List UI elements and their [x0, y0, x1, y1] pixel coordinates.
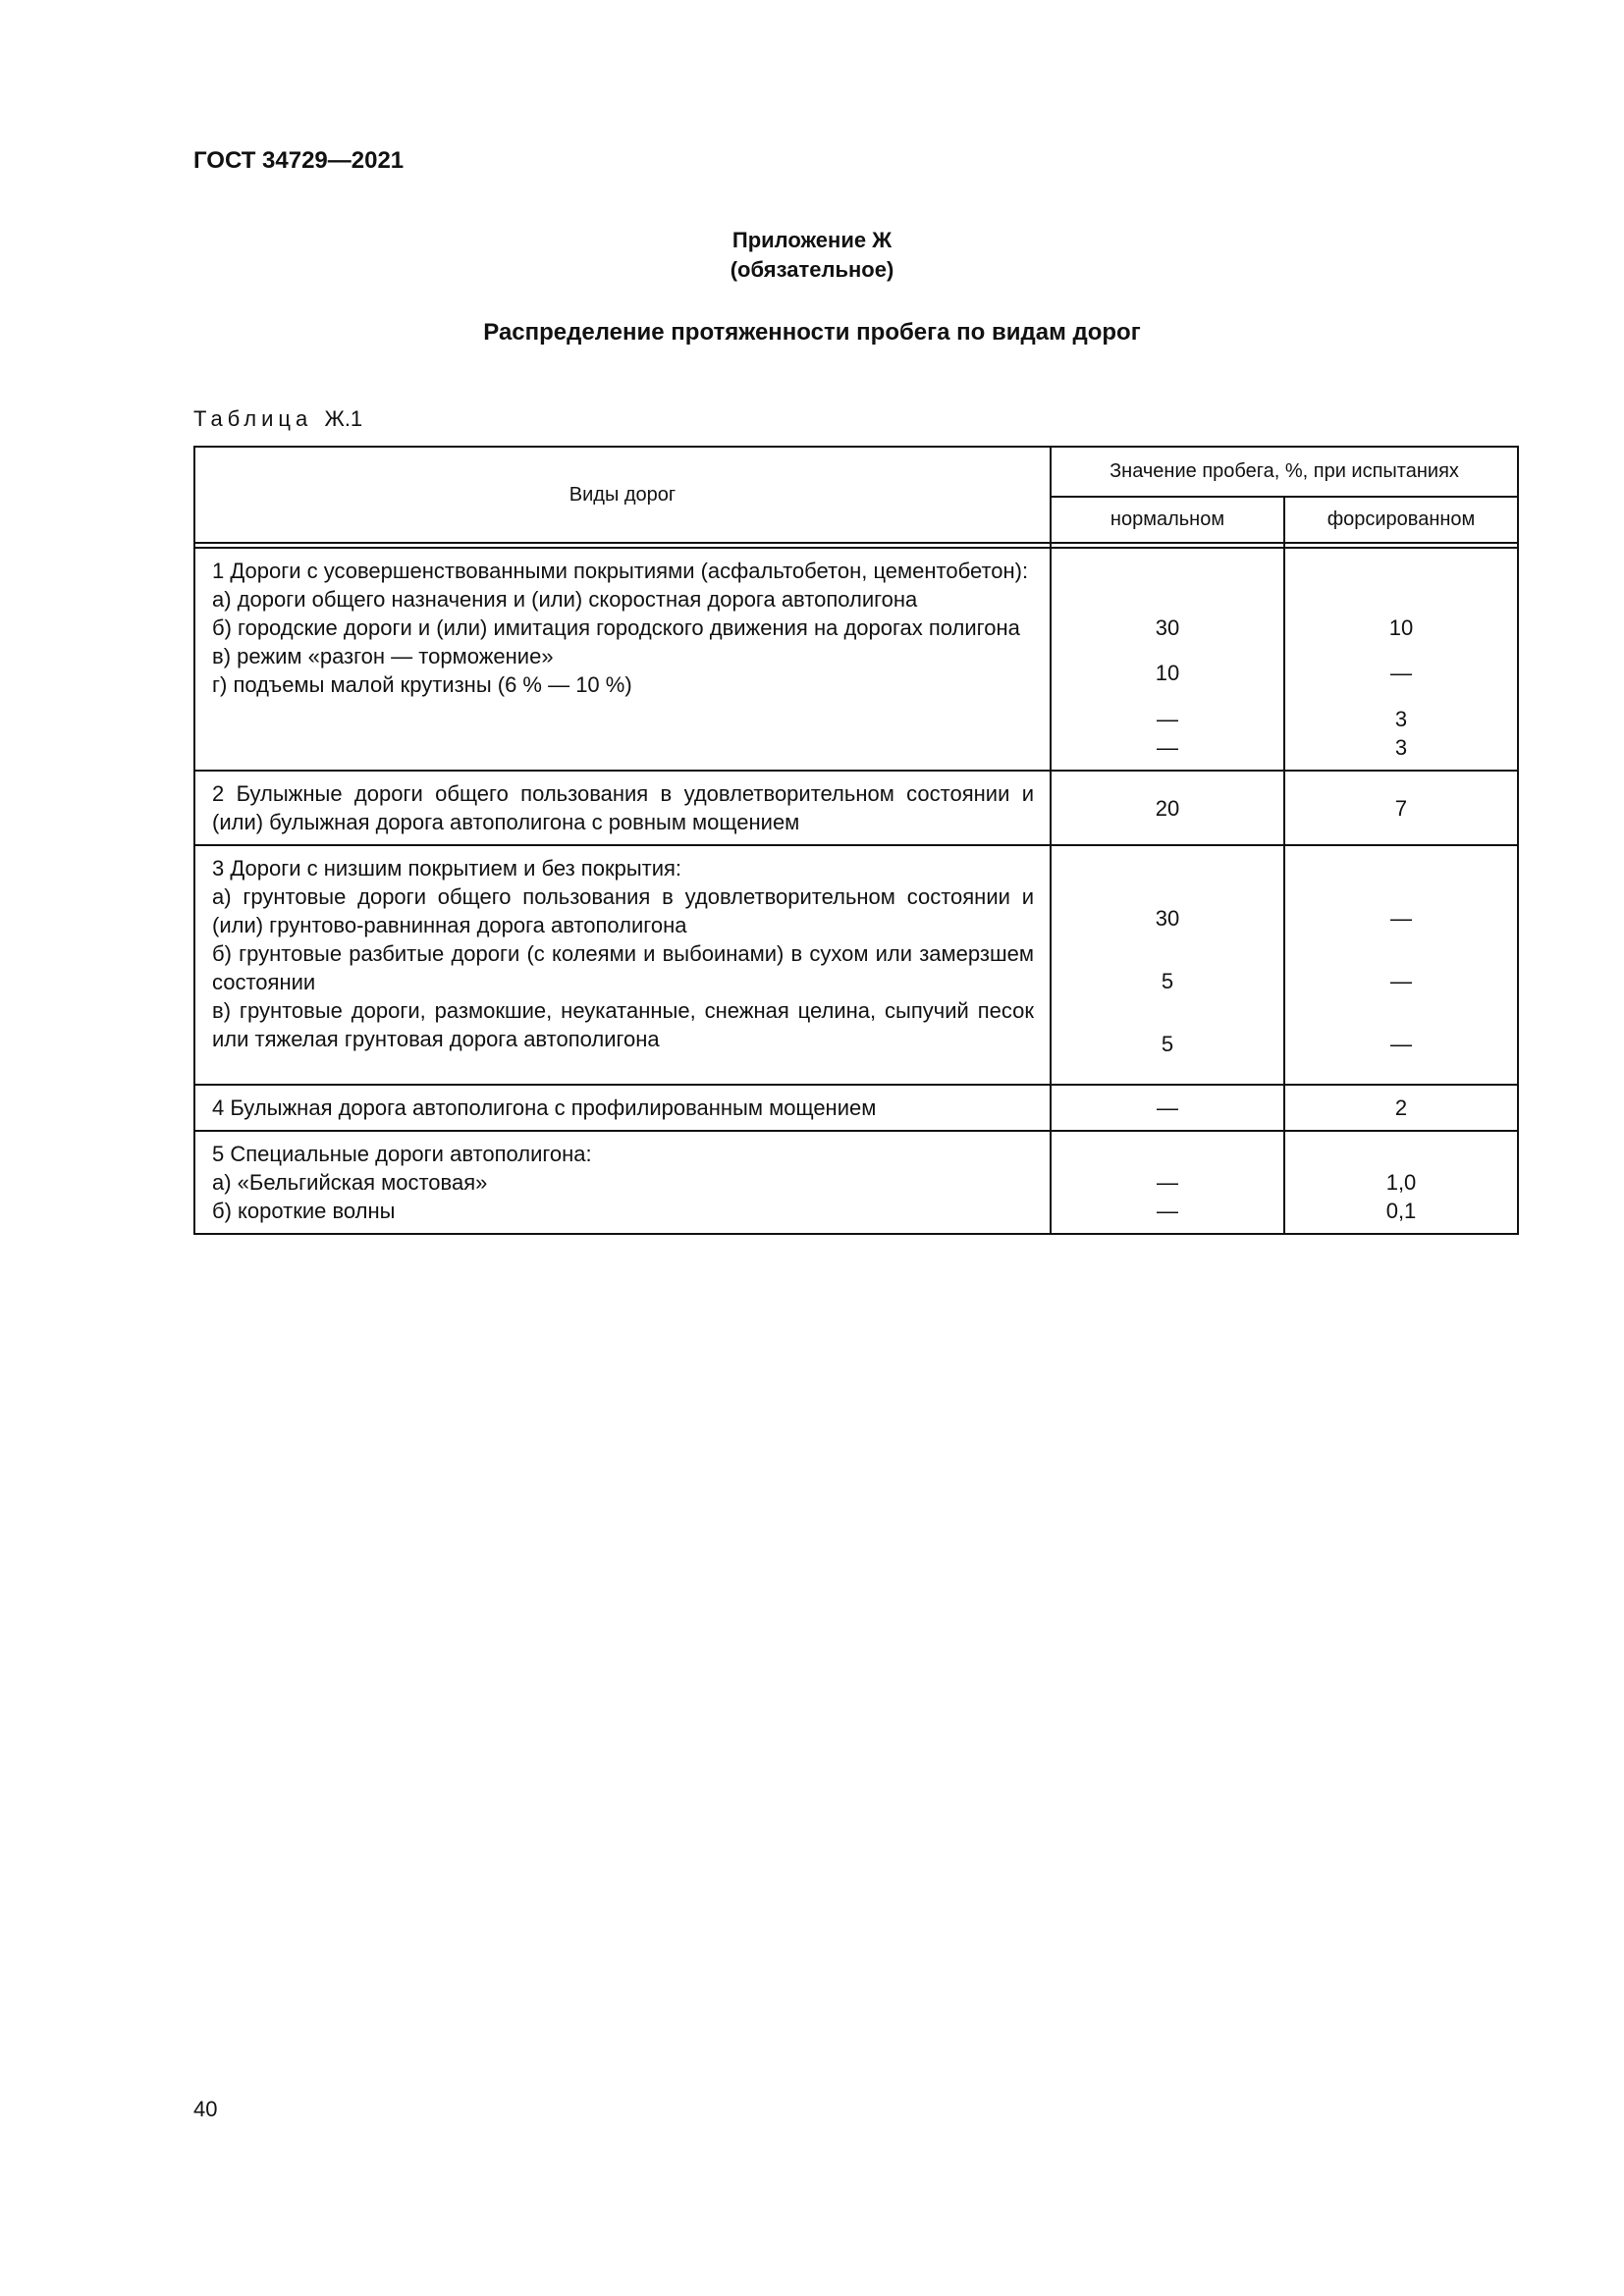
appendix-header	[0, 226, 1624, 285]
row-label: б) грунтовые разбитые дороги (с колеями и выбоинами) в сухом или замерзшем состоянии	[212, 941, 1034, 994]
table-group-3	[194, 845, 1518, 1085]
header-values-group: Значение пробега, %, при испытаниях	[1051, 447, 1518, 497]
value-cell: —	[1157, 735, 1178, 760]
table-group-4	[194, 1085, 1518, 1131]
value-cell: —	[1390, 906, 1412, 931]
table-group-2	[194, 771, 1518, 845]
normal-values	[1051, 1131, 1284, 1234]
table-group-1	[194, 548, 1518, 771]
value-cell: —	[1390, 661, 1412, 685]
section-heading: Распределение протяженности пробега по видам дорог	[483, 319, 1141, 346]
value-cell: 30	[1155, 906, 1180, 931]
row-label: б) короткие волны	[212, 1199, 396, 1223]
forced-values	[1284, 845, 1518, 1085]
document-code: ГОСТ 34729—2021	[193, 147, 405, 174]
row-label: г) подъемы малой крутизны (6 % — 10 %)	[212, 672, 632, 697]
value-cell: 7	[1284, 771, 1518, 845]
table-caption	[193, 406, 362, 432]
group-title: 1 Дороги с усовершенствованными покрытиями (асфальтобетон, цементобетон):	[212, 559, 1029, 583]
value-cell: —	[1157, 1199, 1178, 1223]
row-description	[194, 548, 1051, 771]
value-cell: 10	[1155, 661, 1180, 685]
mileage-distribution-table	[193, 446, 1519, 1235]
table-caption-number: Ж.1	[324, 406, 363, 431]
row-description	[194, 1131, 1051, 1234]
group-title: 5 Специальные дороги автополигона:	[212, 1142, 592, 1166]
row-description	[194, 845, 1051, 1085]
normal-values	[1051, 845, 1284, 1085]
forced-values	[1284, 1131, 1518, 1234]
table-caption-word: Таблица	[193, 406, 313, 431]
row-label: а) грунтовые дороги общего пользования в удовлетворительном состоянии и (или) грунтово-равнинная дорога автополигона	[212, 884, 1034, 937]
table-group-5	[194, 1131, 1518, 1234]
group-title: 2 Булыжные дороги общего пользования в удовлетворительном состоянии и (или) булыжная дорога автополигона с ровным мощением	[212, 781, 1034, 834]
value-cell: 0,1	[1385, 1199, 1417, 1223]
value-cell: 1,0	[1385, 1170, 1417, 1195]
value-cell: 5	[1161, 969, 1174, 993]
value-cell: 30	[1155, 615, 1180, 640]
value-cell: 2	[1284, 1085, 1518, 1131]
header-forced: форсированном	[1284, 497, 1518, 543]
page-number: 40	[193, 2097, 218, 2121]
value-cell: 3	[1394, 735, 1408, 760]
row-description	[194, 771, 1051, 845]
value-cell: —	[1051, 1085, 1284, 1131]
normal-values	[1051, 548, 1284, 771]
row-label: а) дороги общего назначения и (или) скоростная дорога автополигона	[212, 587, 918, 612]
group-title: 4 Булыжная дорога автополигона с профилированным мощением	[212, 1095, 877, 1120]
value-cell: —	[1390, 1032, 1412, 1056]
row-label: а) «Бельгийская мостовая»	[212, 1170, 488, 1195]
value-cell: 20	[1051, 771, 1284, 845]
row-description	[194, 1085, 1051, 1131]
value-cell: —	[1157, 1170, 1178, 1195]
group-title: 3 Дороги с низшим покрытием и без покрытия:	[212, 856, 682, 881]
value-cell: —	[1157, 707, 1178, 731]
row-label: в) режим «разгон — торможение»	[212, 644, 554, 668]
appendix-status: (обязательное)	[730, 257, 894, 282]
header-road-types: Виды дорог	[194, 447, 1051, 543]
value-cell: 3	[1394, 707, 1408, 731]
value-cell: 10	[1388, 615, 1414, 640]
appendix-title: Приложение Ж	[731, 228, 893, 252]
row-label: б) городские дороги и (или) имитация городского движения на дорогах полигона	[212, 615, 1020, 640]
row-label: в) грунтовые дороги, размокшие, неукатанные, снежная целина, сыпучий песок или тяжелая грунтовая дорога автополигона	[212, 998, 1034, 1051]
forced-values	[1284, 548, 1518, 771]
value-cell: 5	[1161, 1032, 1174, 1056]
header-normal: нормальном	[1051, 497, 1284, 543]
value-cell: —	[1390, 969, 1412, 993]
